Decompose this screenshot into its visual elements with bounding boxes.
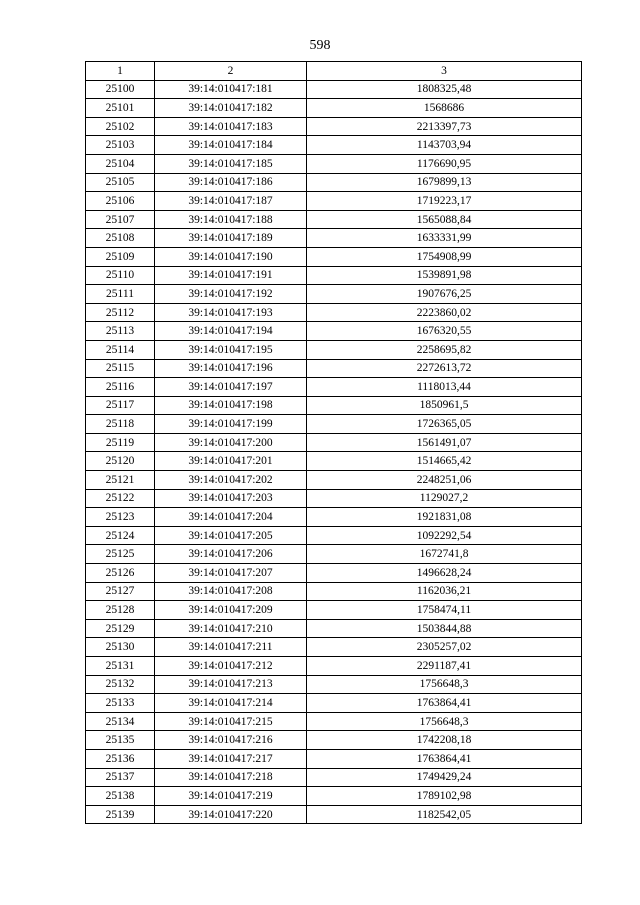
cadastral-number-cell: 39:14:010417:188: [155, 210, 307, 229]
table-body: [86, 80, 582, 824]
cadastral-number-cell: 39:14:010417:185: [155, 154, 307, 173]
cadastral-number-cell: 39:14:010417:208: [155, 582, 307, 601]
value-cell: 2291187,41: [307, 657, 582, 676]
value-cell: 1719223,17: [307, 192, 582, 211]
table-row: [86, 378, 582, 397]
cadastral-number-cell: 39:14:010417:218: [155, 768, 307, 787]
cadastral-number-cell: 39:14:010417:190: [155, 247, 307, 266]
cadastral-number-cell: 39:14:010417:220: [155, 805, 307, 824]
row-number-cell: 25129: [86, 619, 155, 638]
table-row: [86, 340, 582, 359]
value-cell: 1182542,05: [307, 805, 582, 824]
row-number-cell: 25132: [86, 675, 155, 694]
value-cell: 1850961,5: [307, 396, 582, 415]
cadastral-number-cell: 39:14:010417:193: [155, 303, 307, 322]
row-number-cell: 25106: [86, 192, 155, 211]
row-number-cell: 25134: [86, 712, 155, 731]
table-row: [86, 749, 582, 768]
cadastral-number-cell: 39:14:010417:215: [155, 712, 307, 731]
table-row: [86, 694, 582, 713]
cadastral-number-cell: 39:14:010417:209: [155, 601, 307, 620]
value-cell: 1092292,54: [307, 526, 582, 545]
cadastral-number-cell: 39:14:010417:199: [155, 415, 307, 434]
table-row: [86, 731, 582, 750]
cadastral-number-cell: 39:14:010417:191: [155, 266, 307, 285]
registry-table: [85, 61, 582, 824]
row-number-cell: 25107: [86, 210, 155, 229]
row-number-cell: 25103: [86, 136, 155, 155]
value-cell: 1539891,98: [307, 266, 582, 285]
row-number-cell: 25133: [86, 694, 155, 713]
value-cell: 1756648,3: [307, 712, 582, 731]
value-cell: 1763864,41: [307, 749, 582, 768]
table-row: [86, 99, 582, 118]
row-number-cell: 25117: [86, 396, 155, 415]
table-row: [86, 322, 582, 341]
table-row: [86, 582, 582, 601]
header-row: [86, 62, 582, 81]
cadastral-number-cell: 39:14:010417:181: [155, 80, 307, 99]
value-cell: 1633331,99: [307, 229, 582, 248]
row-number-cell: 25125: [86, 545, 155, 564]
row-number-cell: 25102: [86, 117, 155, 136]
table-row: [86, 136, 582, 155]
table-row: [86, 433, 582, 452]
row-number-cell: 25121: [86, 471, 155, 490]
cadastral-number-cell: 39:14:010417:212: [155, 657, 307, 676]
row-number-cell: 25126: [86, 564, 155, 583]
table-row: [86, 768, 582, 787]
table-row: [86, 80, 582, 99]
row-number-cell: 25115: [86, 359, 155, 378]
cadastral-number-cell: 39:14:010417:196: [155, 359, 307, 378]
table-row: [86, 266, 582, 285]
table-row: [86, 229, 582, 248]
cadastral-number-cell: 39:14:010417:187: [155, 192, 307, 211]
row-number-cell: 25101: [86, 99, 155, 118]
row-number-cell: 25100: [86, 80, 155, 99]
value-cell: 1758474,11: [307, 601, 582, 620]
table-row: [86, 452, 582, 471]
value-cell: 1118013,44: [307, 378, 582, 397]
value-cell: 1789102,98: [307, 787, 582, 806]
table-row: [86, 285, 582, 304]
table-row: [86, 675, 582, 694]
row-number-cell: 25122: [86, 489, 155, 508]
value-cell: 1129027,2: [307, 489, 582, 508]
cadastral-number-cell: 39:14:010417:203: [155, 489, 307, 508]
row-number-cell: 25110: [86, 266, 155, 285]
table-row: [86, 564, 582, 583]
row-number-cell: 25104: [86, 154, 155, 173]
value-cell: 1176690,95: [307, 154, 582, 173]
column-header-1: 1: [86, 62, 155, 81]
row-number-cell: 25118: [86, 415, 155, 434]
value-cell: 1503844,88: [307, 619, 582, 638]
row-number-cell: 25124: [86, 526, 155, 545]
cadastral-number-cell: 39:14:010417:211: [155, 638, 307, 657]
value-cell: 1143703,94: [307, 136, 582, 155]
row-number-cell: 25116: [86, 378, 155, 397]
cadastral-number-cell: 39:14:010417:210: [155, 619, 307, 638]
cadastral-number-cell: 39:14:010417:198: [155, 396, 307, 415]
value-cell: 1921831,08: [307, 508, 582, 527]
row-number-cell: 25108: [86, 229, 155, 248]
row-number-cell: 25139: [86, 805, 155, 824]
row-number-cell: 25120: [86, 452, 155, 471]
cadastral-number-cell: 39:14:010417:192: [155, 285, 307, 304]
cadastral-number-cell: 39:14:010417:202: [155, 471, 307, 490]
cadastral-number-cell: 39:14:010417:183: [155, 117, 307, 136]
table-row: [86, 247, 582, 266]
table-row: [86, 638, 582, 657]
value-cell: 1568686: [307, 99, 582, 118]
cadastral-number-cell: 39:14:010417:207: [155, 564, 307, 583]
value-cell: 1514665,42: [307, 452, 582, 471]
column-header-2: 2: [155, 62, 307, 81]
value-cell: 1561491,07: [307, 433, 582, 452]
table-row: [86, 154, 582, 173]
value-cell: 1907676,25: [307, 285, 582, 304]
value-cell: 1162036,21: [307, 582, 582, 601]
value-cell: 1726365,05: [307, 415, 582, 434]
row-number-cell: 25128: [86, 601, 155, 620]
table-header: [86, 62, 582, 81]
cadastral-number-cell: 39:14:010417:200: [155, 433, 307, 452]
cadastral-number-cell: 39:14:010417:217: [155, 749, 307, 768]
table-row: [86, 657, 582, 676]
row-number-cell: 25135: [86, 731, 155, 750]
table-row: [86, 545, 582, 564]
row-number-cell: 25127: [86, 582, 155, 601]
value-cell: 1749429,24: [307, 768, 582, 787]
row-number-cell: 25109: [86, 247, 155, 266]
value-cell: 2248251,06: [307, 471, 582, 490]
row-number-cell: 25105: [86, 173, 155, 192]
value-cell: 1496628,24: [307, 564, 582, 583]
table-row: [86, 192, 582, 211]
row-number-cell: 25131: [86, 657, 155, 676]
value-cell: 1754908,99: [307, 247, 582, 266]
row-number-cell: 25138: [86, 787, 155, 806]
page-number: 598: [309, 38, 331, 53]
value-cell: 2213397,73: [307, 117, 582, 136]
row-number-cell: 25114: [86, 340, 155, 359]
row-number-cell: 25136: [86, 749, 155, 768]
row-number-cell: 25123: [86, 508, 155, 527]
table-row: [86, 526, 582, 545]
cadastral-number-cell: 39:14:010417:182: [155, 99, 307, 118]
cadastral-number-cell: 39:14:010417:194: [155, 322, 307, 341]
table-row: [86, 117, 582, 136]
table-row: [86, 210, 582, 229]
table-row: [86, 489, 582, 508]
value-cell: 1676320,55: [307, 322, 582, 341]
value-cell: 2258695,82: [307, 340, 582, 359]
value-cell: 2305257,02: [307, 638, 582, 657]
cadastral-number-cell: 39:14:010417:206: [155, 545, 307, 564]
value-cell: 1763864,41: [307, 694, 582, 713]
value-cell: 1808325,48: [307, 80, 582, 99]
table-row: [86, 415, 582, 434]
value-cell: 1742208,18: [307, 731, 582, 750]
table-row: [86, 396, 582, 415]
cadastral-number-cell: 39:14:010417:205: [155, 526, 307, 545]
table-row: [86, 601, 582, 620]
table-row: [86, 173, 582, 192]
row-number-cell: 25113: [86, 322, 155, 341]
cadastral-number-cell: 39:14:010417:201: [155, 452, 307, 471]
cadastral-number-cell: 39:14:010417:216: [155, 731, 307, 750]
value-cell: 1672741,8: [307, 545, 582, 564]
column-header-3: 3: [307, 62, 582, 81]
cadastral-number-cell: 39:14:010417:195: [155, 340, 307, 359]
table-row: [86, 471, 582, 490]
row-number-cell: 25112: [86, 303, 155, 322]
row-number-cell: 25111: [86, 285, 155, 304]
value-cell: 2272613,72: [307, 359, 582, 378]
row-number-cell: 25119: [86, 433, 155, 452]
table-row: [86, 508, 582, 527]
cadastral-number-cell: 39:14:010417:219: [155, 787, 307, 806]
cadastral-number-cell: 39:14:010417:189: [155, 229, 307, 248]
row-number-cell: 25137: [86, 768, 155, 787]
value-cell: 2223860,02: [307, 303, 582, 322]
table-row: [86, 619, 582, 638]
cadastral-number-cell: 39:14:010417:186: [155, 173, 307, 192]
table-row: [86, 303, 582, 322]
cadastral-number-cell: 39:14:010417:184: [155, 136, 307, 155]
cadastral-number-cell: 39:14:010417:213: [155, 675, 307, 694]
table-row: [86, 712, 582, 731]
table-row: [86, 787, 582, 806]
value-cell: 1756648,3: [307, 675, 582, 694]
value-cell: 1565088,84: [307, 210, 582, 229]
row-number-cell: 25130: [86, 638, 155, 657]
table-row: [86, 359, 582, 378]
value-cell: 1679899,13: [307, 173, 582, 192]
cadastral-number-cell: 39:14:010417:197: [155, 378, 307, 397]
cadastral-number-cell: 39:14:010417:214: [155, 694, 307, 713]
table-row: [86, 805, 582, 824]
cadastral-number-cell: 39:14:010417:204: [155, 508, 307, 527]
